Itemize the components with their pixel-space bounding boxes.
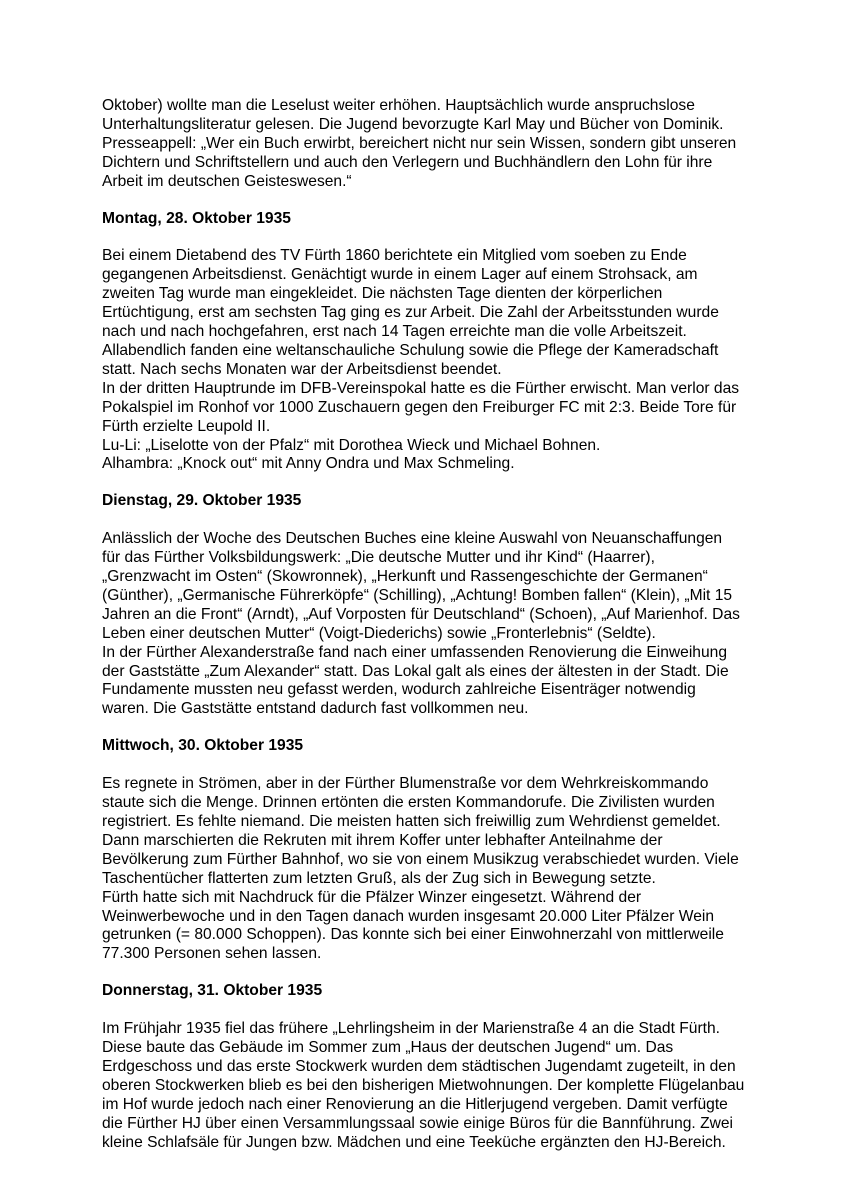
text-line: zweiten Tag wurde man eingekleidet. Die nächsten Tage dienten der körperlichen — [102, 285, 663, 303]
text-line: 77.300 Personen sehen lassen. — [102, 945, 322, 963]
document-page — [102, 97, 752, 1153]
text-line: Es regnete in Strömen, aber in der Fürther Blumenstraße vor dem Wehrkreiskommando — [102, 775, 709, 793]
text-line: Jahren an die Front“ (Arndt), „Auf Vorposten für Deutschland“ (Schoen), „Auf Marienhof. Das — [102, 605, 740, 623]
date-heading: Montag, 28. Oktober 1935 — [102, 209, 291, 227]
text-line: Unterhaltungsliteratur gelesen. Die Jugend bevorzugte Karl May und Bücher von Dominik. — [102, 115, 724, 133]
text-line: Fürth hatte sich mit Nachdruck für die Pfälzer Winzer eingesetzt. Während der — [102, 888, 642, 906]
text-line: Weinwerbewoche und in den Tagen danach wurden insgesamt 20.000 Liter Pfälzer Wein — [102, 907, 715, 925]
text-line: statt. Nach sechs Monaten war der Arbeitsdienst beendet. — [102, 360, 502, 378]
text-line: für das Fürther Volksbildungswerk: „Die deutsche Mutter und ihr Kind“ (Haarrer), — [102, 549, 655, 567]
day-section — [102, 982, 752, 1152]
text-line: Fundamente mussten neu gefasst werden, wodurch zahlreiche Eisenträger notwendig — [102, 681, 696, 699]
text-line: oberen Stockwerken blieb es bei den bisherigen Mietwohnungen. Der komplette Flügelanbau — [102, 1076, 745, 1094]
text-line: (Günther), „Germanische Führerköpfe“ (Schilling), „Achtung! Bomben fallen“ (Klein), „Mit 15 — [102, 586, 733, 604]
day-section — [102, 492, 752, 719]
date-heading: Dienstag, 29. Oktober 1935 — [102, 492, 302, 510]
sections-container — [102, 210, 752, 1153]
text-line: im Hof wurde jedoch nach einer Renovierung an die Hitlerjugend vergeben. Damit verfügte — [102, 1095, 728, 1113]
text-line: getrunken (= 80.000 Schoppen). Das konnte sich bei einer Einwohnerzahl von mittlerweile — [102, 926, 724, 944]
text-line: Bevölkerung zum Fürther Bahnhof, wo sie von einem Musikzug verabschiedet wurden. Viele — [102, 850, 739, 868]
text-line: Dann marschierten die Rekruten mit ihrem Koffer unter lebhafter Anteilnahme der — [102, 831, 663, 849]
text-line: Dichtern und Schriftstellern und auch den Verlegern und Buchhändlern den Lohn für ihre — [102, 153, 713, 171]
text-line: Leben einer deutschen Mutter“ (Voigt-Diederichs) sowie „Fronterlebnis“ (Seldte). — [102, 624, 656, 642]
intro-paragraph — [102, 97, 752, 192]
text-line: In der dritten Hauptrunde im DFB-Vereinspokal hatte es die Fürther erwischt. Man verlor das — [102, 379, 740, 397]
text-line: Pokalspiel im Ronhof vor 1000 Zuschauern gegen den Freiburger FC mit 2:3. Beide Tore für — [102, 398, 737, 416]
text-line: Erdgeschoss und das erste Stockwerk wurden dem städtischen Jugendamt zugeteilt, in den — [102, 1057, 736, 1075]
text-line: Presseappell: „Wer ein Buch erwirbt, bereichert nicht nur sein Wissen, sondern gibt unseren — [102, 134, 737, 152]
text-line: Oktober) wollte man die Leselust weiter erhöhen. Hauptsächlich wurde anspruchslose — [102, 97, 695, 114]
text-line: kleine Schlafsäle für Jungen bzw. Mädchen und eine Teeküche ergänzten den HJ-Bereich. — [102, 1133, 726, 1151]
text-line: gegangenen Arbeitsdienst. Genächtigt wurde in einem Lager auf einem Strohsack, am — [102, 266, 698, 284]
text-line: Fürth erzielte Leupold II. — [102, 417, 271, 435]
section-paragraph — [102, 530, 752, 719]
section-paragraph — [102, 1020, 752, 1152]
text-line: Alhambra: „Knock out“ mit Anny Ondra und Max Schmeling. — [102, 455, 515, 473]
text-line: In der Fürther Alexanderstraße fand nach einer umfassenden Renovierung die Einweihung — [102, 643, 727, 661]
section-paragraph — [102, 247, 752, 474]
text-line: Im Frühjahr 1935 fiel das frühere „Lehrlingsheim in der Marienstraße 4 an die Stadt Fürth. — [102, 1020, 720, 1038]
text-line: Lu-Li: „Liselotte von der Pfalz“ mit Dorothea Wieck und Michael Bohnen. — [102, 436, 601, 454]
day-section — [102, 737, 752, 964]
text-line: Bei einem Dietabend des TV Fürth 1860 berichtete ein Mitglied vom soeben zu Ende — [102, 247, 687, 265]
date-heading: Mittwoch, 30. Oktober 1935 — [102, 737, 304, 755]
date-heading: Donnerstag, 31. Oktober 1935 — [102, 982, 323, 1000]
text-line: Anlässlich der Woche des Deutschen Buches eine kleine Auswahl von Neuanschaffungen — [102, 530, 723, 548]
text-line: nach und nach hochgefahren, erst nach 14 Tagen erreichte man die volle Arbeitszeit. — [102, 323, 687, 341]
text-line: staute sich die Menge. Drinnen ertönten die ersten Kommandorufe. Die Zivilisten wurden — [102, 794, 715, 812]
text-line: Ertüchtigung, erst am sechsten Tag ging es zur Arbeit. Die Zahl der Arbeitsstunden wurde — [102, 304, 719, 322]
text-line: der Gaststätte „Zum Alexander“ statt. Das Lokal galt als eines der ältesten in der Stadt. Die — [102, 662, 729, 680]
text-line: Taschentücher flatterten zum letzten Gruß, als der Zug sich in Bewegung setzte. — [102, 869, 656, 887]
text-line: „Grenzwacht im Osten“ (Skowronnek), „Herkunft und Rassengeschichte der Germanen“ — [102, 568, 708, 586]
text-line: registriert. Es fehlte niemand. Die meisten hatten sich freiwillig zum Wehrdienst gemeldet. — [102, 813, 721, 830]
text-line: Allabendlich fanden eine weltanschauliche Schulung sowie die Pflege der Kameradschaft — [102, 341, 719, 359]
day-section — [102, 210, 752, 475]
text-line: die Fürther HJ über einen Versammlungssaal sowie einige Büros für die Bannführung. Zwei — [102, 1114, 734, 1132]
text-line: Arbeit im deutschen Geisteswesen.“ — [102, 172, 352, 190]
text-line: Diese baute das Gebäude im Sommer zum „Haus der deutschen Jugend“ um. Das — [102, 1039, 674, 1057]
section-paragraph — [102, 775, 752, 964]
text-line: waren. Die Gaststätte entstand dadurch fast vollkommen neu. — [102, 700, 529, 718]
